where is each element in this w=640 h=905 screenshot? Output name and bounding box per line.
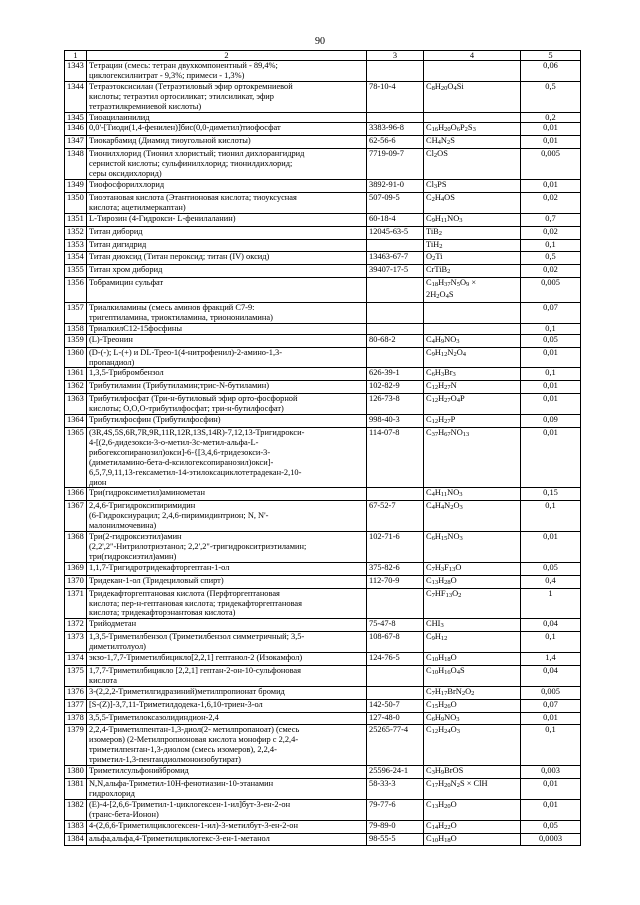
table-row: [65, 665, 581, 686]
substance-name: Титан дигидрид: [87, 239, 367, 252]
column-header-value: 5: [521, 51, 581, 61]
substance-name: экзо-1,7,7-Триметилбицикло[2,2,1] гептанол-2 (Изокамфол): [87, 653, 367, 666]
row-number: 1381: [65, 779, 87, 800]
limit-value: 0,06: [521, 61, 581, 82]
substance-name: Тетрацин (смесь: тетран двухкомпонентный - 89,4%; циклогексилнитрат - 9,3%; примеси - 1,3%): [87, 61, 367, 82]
limit-value: 0,01: [521, 428, 581, 488]
substance-name: N,N,альфа-Триметил-10Н-фенотиазин-10-этанамин гидрохлорид: [87, 779, 367, 800]
table-row: [65, 226, 581, 239]
limit-value: 0,01: [521, 381, 581, 394]
row-number: 1377: [65, 699, 87, 712]
limit-value: 0,04: [521, 665, 581, 686]
column-header-formula: 4: [424, 51, 521, 61]
cas-number: 62-56-6: [367, 136, 424, 149]
chemical-formula: C9H12N2O4: [424, 347, 521, 368]
limit-value: 0,1: [521, 239, 581, 252]
limit-value: 0,01: [521, 136, 581, 149]
table-row: [65, 192, 581, 213]
row-number: 1347: [65, 136, 87, 149]
table-row: [65, 136, 581, 149]
table-row: [65, 368, 581, 381]
chemical-formula: C4H9NO3: [424, 334, 521, 347]
table-row: [65, 488, 581, 501]
chemical-formula: C4H4N2O3: [424, 501, 521, 532]
limit-value: 0,01: [521, 532, 581, 563]
chemical-formula: CrTiB2: [424, 265, 521, 278]
chemical-formula: C13H20O: [424, 799, 521, 820]
chemical-formula: Cl2OS: [424, 149, 521, 180]
cas-number: [367, 303, 424, 324]
table-row: [65, 562, 581, 575]
chemical-formula: C3H9BrOS: [424, 766, 521, 779]
table-row: [65, 686, 581, 699]
substance-name: 4-(2,6,6-Триметилциклогексен-1-ил)-3-метилбут-3-ен-2-он: [87, 820, 367, 833]
row-number: 1350: [65, 192, 87, 213]
table-row: [65, 699, 581, 712]
chemical-formula: C14H22O: [424, 820, 521, 833]
table-row: [65, 501, 581, 532]
substance-name: 0,0'-[Тиоди(1,4-фенилен)]бис(0,0-диметил)тиофосфат: [87, 123, 367, 136]
row-number: 1364: [65, 415, 87, 428]
row-number: 1348: [65, 149, 87, 180]
table-row: [65, 766, 581, 779]
table-row: [65, 394, 581, 415]
limit-value: 0,01: [521, 123, 581, 136]
cas-number: 79-77-6: [367, 799, 424, 820]
limit-value: 0,01: [521, 394, 581, 415]
chemical-formula: C12H24O3: [424, 725, 521, 766]
limit-value: 0,5: [521, 252, 581, 265]
substance-name: [S-(Z)]-3,7,11-Триметилдодека-1,6,10-триен-3-ол: [87, 699, 367, 712]
table-row: [65, 252, 581, 265]
substance-name: (3R,4S,5S,6R,7R,9R,11R,12R,13S,14R)-7,12,13-Тригидрокси- 4-[(2,6-дидезокси-3-о-метил-3с-метил-альфа-L- рибогексопиранозил)окси]-6-{[3,4,6-тридезокси-3- (диметиламино-бета-d-ксилогексопиранозил)окси]- 6,5,7,9,11,13-гексаметил-14-этилоксациклотетрадекан-2,10- дион: [87, 428, 367, 488]
chemical-formula: C2H4OS: [424, 192, 521, 213]
table-row: [65, 833, 581, 846]
table-row: [65, 303, 581, 324]
table-row: [65, 81, 581, 112]
table-row: [65, 278, 581, 303]
table-row: [65, 799, 581, 820]
substance-name: Триметилсульфонийбромид: [87, 766, 367, 779]
substance-name: Тионилхлорид (Тионил хлористый; тионил дихлорангидрид сернистой кислоты; сульфинилхлорид; тионилдихлорид; серы оксидихлорид): [87, 149, 367, 180]
limit-value: 1,4: [521, 653, 581, 666]
row-number: 1384: [65, 833, 87, 846]
row-number: 1343: [65, 61, 87, 82]
chemical-formula: C37H67NO13: [424, 428, 521, 488]
cas-number: [367, 278, 424, 303]
cas-number: 126-73-8: [367, 394, 424, 415]
table-row: [65, 123, 581, 136]
substance-name: 1,3,5-Трибромбензол: [87, 368, 367, 381]
cas-number: 13463-67-7: [367, 252, 424, 265]
substance-name: Тобрамицин сульфат: [87, 278, 367, 303]
table-row: [65, 265, 581, 278]
table-row: [65, 428, 581, 488]
cas-number: 58-33-3: [367, 779, 424, 800]
limit-value: 0,15: [521, 488, 581, 501]
substance-name: 3,5,5-Триметилоксазолидиндион-2,4: [87, 712, 367, 725]
table-row: [65, 347, 581, 368]
substance-name: Три(гидроксиметил)аминометан: [87, 488, 367, 501]
limit-value: 0,01: [521, 347, 581, 368]
cas-number: 114-07-8: [367, 428, 424, 488]
cas-number: 124-76-5: [367, 653, 424, 666]
row-number: 1345: [65, 112, 87, 123]
cas-number: [367, 323, 424, 334]
substance-name: L-Тирозин (4-Гидрокси- L-фенилаланин): [87, 213, 367, 226]
limit-value: 0,01: [521, 799, 581, 820]
row-number: 1363: [65, 394, 87, 415]
chemical-formula: C12H27P: [424, 415, 521, 428]
cas-number: 507-09-5: [367, 192, 424, 213]
table-row: [65, 179, 581, 192]
row-number: 1371: [65, 588, 87, 619]
chemical-formula: C17H20N2S × ClH: [424, 779, 521, 800]
row-number: 1378: [65, 712, 87, 725]
limit-value: 0,01: [521, 179, 581, 192]
chemical-formula: C16H20O6P2S3: [424, 123, 521, 136]
chemical-formula: C10H18O: [424, 833, 521, 846]
cas-number: 626-39-1: [367, 368, 424, 381]
chemical-formula: [424, 61, 521, 82]
table-row: [65, 112, 581, 123]
row-number: 1357: [65, 303, 87, 324]
row-number: 1352: [65, 226, 87, 239]
chemical-formula: TiB2: [424, 226, 521, 239]
row-number: 1351: [65, 213, 87, 226]
table-row: [65, 334, 581, 347]
substance-name: 1,3,5-Триметилбензол (Триметилбензол симметричный; 3,5- диметилтолуол): [87, 632, 367, 653]
limit-value: 0,1: [521, 725, 581, 766]
cas-number: 112-70-9: [367, 575, 424, 588]
chemical-formula: C7H3F13O: [424, 562, 521, 575]
row-number: 1346: [65, 123, 87, 136]
table-row: [65, 820, 581, 833]
substance-name: Тиофосфорилхлорид: [87, 179, 367, 192]
limit-value: 0,0003: [521, 833, 581, 846]
column-header-name: 2: [87, 51, 367, 61]
substance-name: Трибутилфосфин (Трибутилфосфин): [87, 415, 367, 428]
table-row: [65, 779, 581, 800]
row-number: 1373: [65, 632, 87, 653]
cas-number: 79-89-0: [367, 820, 424, 833]
row-number: 1368: [65, 532, 87, 563]
limit-value: 0,09: [521, 415, 581, 428]
limit-value: 0,04: [521, 619, 581, 632]
row-number: 1369: [65, 562, 87, 575]
row-number: 1367: [65, 501, 87, 532]
row-number: 1383: [65, 820, 87, 833]
row-number: 1366: [65, 488, 87, 501]
limit-value: 0,05: [521, 820, 581, 833]
table-row: [65, 415, 581, 428]
page-number: 90: [315, 36, 325, 47]
table-row: [65, 712, 581, 725]
row-number: 1354: [65, 252, 87, 265]
column-header-number: 1: [65, 51, 87, 61]
row-number: 1362: [65, 381, 87, 394]
row-number: 1360: [65, 347, 87, 368]
limit-value: 0,07: [521, 303, 581, 324]
column-header-cas: 3: [367, 51, 424, 61]
row-number: 1374: [65, 653, 87, 666]
substance-name: 2,4,6-Тригидроксипиримидин (6-Гидроксиурацил; 2,4,6-пиримидинтрион; N, N'- малонилмочевина): [87, 501, 367, 532]
limit-value: 0,07: [521, 699, 581, 712]
row-number: 1365: [65, 428, 87, 488]
limit-value: 0,01: [521, 779, 581, 800]
table-row: [65, 725, 581, 766]
cas-number: 78-10-4: [367, 81, 424, 112]
limit-value: 0,003: [521, 766, 581, 779]
substances-table: [64, 50, 581, 846]
table-header-row: [65, 51, 581, 61]
substance-name: Тридекан-1-ол (Тридециловый спирт): [87, 575, 367, 588]
row-number: 1370: [65, 575, 87, 588]
limit-value: 0,01: [521, 712, 581, 725]
substance-name: Триалкиламины (смесь аминов фракций С7-9: тригептиламина, триоктиламина, трионониламина): [87, 303, 367, 324]
chemical-formula: C7H17BrN2O2: [424, 686, 521, 699]
substance-name: Тиоацилаинилид: [87, 112, 367, 123]
row-number: 1380: [65, 766, 87, 779]
chemical-formula: Cl3PS: [424, 179, 521, 192]
cas-number: [367, 488, 424, 501]
cas-number: 375-82-6: [367, 562, 424, 575]
limit-value: 0,1: [521, 501, 581, 532]
row-number: 1359: [65, 334, 87, 347]
chemical-formula: C4H11NO3: [424, 488, 521, 501]
chemical-formula: C7HF13O2: [424, 588, 521, 619]
chemical-formula: C12H27O4P: [424, 394, 521, 415]
chemical-formula: CHI3: [424, 619, 521, 632]
substance-name: Тетраэтоксисилан (Тетраэтиловый эфир ортокремниевой кислоты; тетраэтил ортосиликат; этилсиликат, эфир тетраэтилкремниевой кислоты): [87, 81, 367, 112]
limit-value: 0,02: [521, 192, 581, 213]
chemical-formula: C6H9NO3: [424, 712, 521, 725]
row-number: 1356: [65, 278, 87, 303]
row-number: 1376: [65, 686, 87, 699]
cas-number: 127-48-0: [367, 712, 424, 725]
table-row: [65, 532, 581, 563]
cas-number: [367, 112, 424, 123]
chemical-formula: [424, 323, 521, 334]
chemical-formula: C6H3Br3: [424, 368, 521, 381]
cas-number: [367, 665, 424, 686]
cas-number: 3383-96-8: [367, 123, 424, 136]
cas-number: 25596-24-1: [367, 766, 424, 779]
cas-number: 102-82-9: [367, 381, 424, 394]
table-row: [65, 575, 581, 588]
table-row: [65, 632, 581, 653]
cas-number: [367, 347, 424, 368]
cas-number: 67-52-7: [367, 501, 424, 532]
cas-number: 998-40-3: [367, 415, 424, 428]
limit-value: 0,005: [521, 686, 581, 699]
cas-number: [367, 239, 424, 252]
limit-value: 0,02: [521, 226, 581, 239]
cas-number: 7719-09-7: [367, 149, 424, 180]
chemical-formula: C18H37N5O9 × 2H2O4S: [424, 278, 521, 303]
limit-value: 0,1: [521, 632, 581, 653]
limit-value: 0,005: [521, 149, 581, 180]
substance-name: (L)-Треонин: [87, 334, 367, 347]
cas-number: 75-47-8: [367, 619, 424, 632]
limit-value: 0,5: [521, 81, 581, 112]
chemical-formula: [424, 112, 521, 123]
limit-value: 1: [521, 588, 581, 619]
table-row: [65, 381, 581, 394]
chemical-formula: C13H28O: [424, 575, 521, 588]
table-body: [65, 61, 581, 846]
limit-value: 0,005: [521, 278, 581, 303]
row-number: 1372: [65, 619, 87, 632]
cas-number: 108-67-8: [367, 632, 424, 653]
substance-name: 2,2,4-Триметилпентан-1,3-диол(2- метилпропаноат) (смесь изомеров) (2-Метилпропионовая кислота монофир с 2,2,4- триметилпентан-1,3-диолом (смесь изомеров), 2,2,4- триметил-1,3-пентандиолмоноизобутират): [87, 725, 367, 766]
row-number: 1353: [65, 239, 87, 252]
chemical-formula: C10H18O: [424, 653, 521, 666]
substance-name: Три(2-гидроксиэтил)амин (2,2',2"-Нитрилотриэтанол; 2,2',2"-тригидрокситриэтиламин; три(гидроксиэтил)амин): [87, 532, 367, 563]
table-row: [65, 588, 581, 619]
substance-name: (Е)-4-[2,6,6-Триметил-1-циклогексен-1-ил]бут-3-ен-2-он (транс-бета-Ионон): [87, 799, 367, 820]
limit-value: 0,1: [521, 323, 581, 334]
cas-number: [367, 588, 424, 619]
cas-number: 39407-17-5: [367, 265, 424, 278]
table-row: [65, 323, 581, 334]
substance-name: Трийодметан: [87, 619, 367, 632]
substance-name: (D-(-); L-(+) и DL-Трео-1(4-нитрофенил)-2-амино-1,3- пропандиол): [87, 347, 367, 368]
substance-name: 3-(2,2,2-Триметилгидразиний)метилпропионат бромид: [87, 686, 367, 699]
chemical-formula: CH4N2S: [424, 136, 521, 149]
cas-number: 12045-63-5: [367, 226, 424, 239]
table-row: [65, 653, 581, 666]
table-row: [65, 239, 581, 252]
substance-name: Трибутиламин (Трибутиламин;трис-N-бутиламин): [87, 381, 367, 394]
row-number: 1355: [65, 265, 87, 278]
row-number: 1358: [65, 323, 87, 334]
cas-number: [367, 61, 424, 82]
substance-name: альфа,альфа,4-Триметилциклогекс-3-ен-1-метанол: [87, 833, 367, 846]
cas-number: 3892-91-0: [367, 179, 424, 192]
substance-name: 1,1,7-Тригидротридекафторгептан-1-ол: [87, 562, 367, 575]
substance-name: Тиокарбамид (Диамид тиоугольной кислоты): [87, 136, 367, 149]
cas-number: 25265-77-4: [367, 725, 424, 766]
cas-number: [367, 686, 424, 699]
substance-name: ТриалкилС12-15фосфины: [87, 323, 367, 334]
limit-value: 0,1: [521, 368, 581, 381]
row-number: 1344: [65, 81, 87, 112]
chemical-formula: C8H20O4Si: [424, 81, 521, 112]
table-row: [65, 213, 581, 226]
substance-name: Титан диборид: [87, 226, 367, 239]
substance-name: Тридекафторгептановая кислота (Перфторгептановая кислота; пер-н-гептановая кислота; тридекафторгептановая кислота; тридекафторэнантовая кислота): [87, 588, 367, 619]
substance-name: Титан хром диборид: [87, 265, 367, 278]
row-number: 1375: [65, 665, 87, 686]
limit-value: 0,7: [521, 213, 581, 226]
cas-number: 142-50-7: [367, 699, 424, 712]
table-row: [65, 149, 581, 180]
chemical-formula: C9H11NO3: [424, 213, 521, 226]
chemical-formula: C10H16O4S: [424, 665, 521, 686]
cas-number: 80-68-2: [367, 334, 424, 347]
cas-number: 60-18-4: [367, 213, 424, 226]
substance-name: Тиоэтановая кислота (Этантионовая кислота; тиоуксусная кислота; ацетилмеркаптан): [87, 192, 367, 213]
chemical-formula: [424, 303, 521, 324]
table-row: [65, 61, 581, 82]
substance-name: Титан диоксид (Титан пероксид; титан (IV) оксид): [87, 252, 367, 265]
row-number: 1379: [65, 725, 87, 766]
chemical-formula: C6H15NO3: [424, 532, 521, 563]
limit-value: 0,02: [521, 265, 581, 278]
limit-value: 0,4: [521, 575, 581, 588]
row-number: 1349: [65, 179, 87, 192]
limit-value: 0,2: [521, 112, 581, 123]
row-number: 1382: [65, 799, 87, 820]
chemical-formula: TiH2: [424, 239, 521, 252]
limit-value: 0,05: [521, 334, 581, 347]
substance-name: 1,7,7-Триметилбицикло [2,2,1] гептан-2-он-10-сульфоновая кислота: [87, 665, 367, 686]
cas-number: 102-71-6: [367, 532, 424, 563]
row-number: 1361: [65, 368, 87, 381]
chemical-formula: C15H26O: [424, 699, 521, 712]
cas-number: 98-55-5: [367, 833, 424, 846]
table-row: [65, 619, 581, 632]
chemical-formula: C9H12: [424, 632, 521, 653]
chemical-formula: C12H27N: [424, 381, 521, 394]
substance-name: Трибутилфосфат (Три-н-бутиловый эфир орто-фосфорной кислоты; О,О,О-трибутилфосфат; три-н-бутилфосфат): [87, 394, 367, 415]
limit-value: 0,05: [521, 562, 581, 575]
chemical-formula: O2Ti: [424, 252, 521, 265]
